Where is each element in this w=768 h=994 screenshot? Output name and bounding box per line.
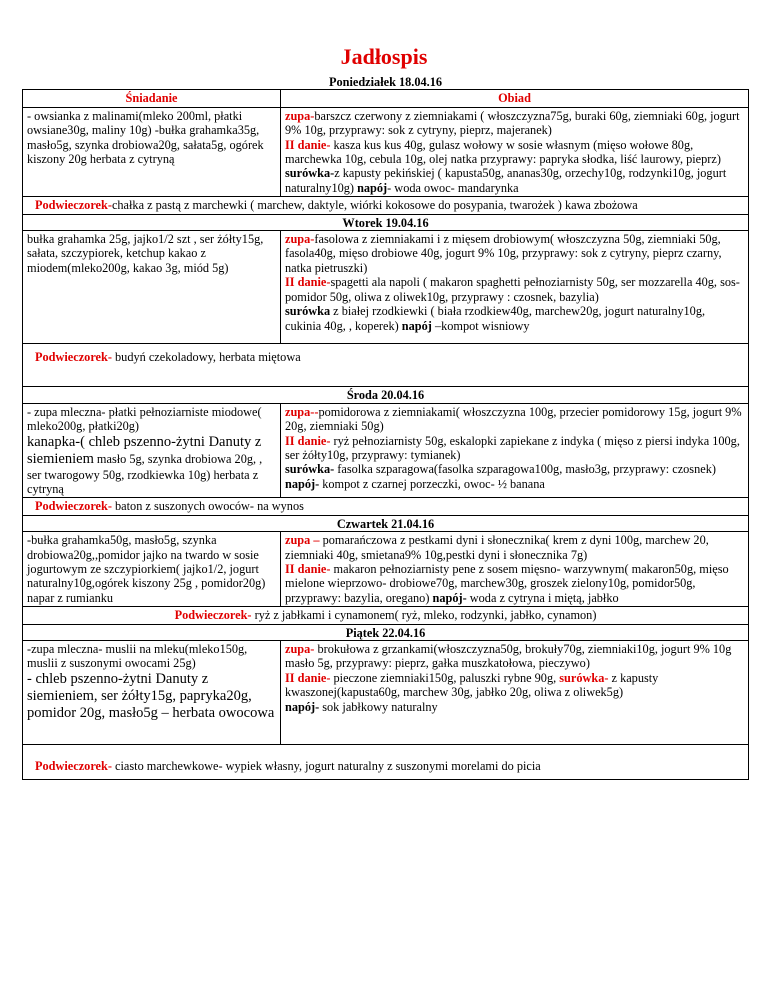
day-label-friday: Piątek 22.04.16 bbox=[23, 624, 749, 640]
snack-text: ciasto marchewkowe- wypiek własny, jogurt naturalny z suszonymi morelami do picia bbox=[115, 758, 541, 773]
snack-row-wednesday bbox=[23, 498, 749, 515]
page-title: Jadłospis bbox=[340, 44, 428, 69]
day-row-wednesday bbox=[23, 387, 749, 403]
breakfast-friday bbox=[23, 641, 281, 745]
snack-row-tuesday bbox=[23, 343, 749, 386]
soup-label: zupa – bbox=[285, 533, 320, 548]
salad-label: surówka- bbox=[285, 166, 335, 181]
second-course-label: II danie- bbox=[285, 433, 331, 448]
day-row-friday bbox=[23, 624, 749, 640]
breakfast-header: Śniadanie bbox=[23, 90, 281, 107]
day-label-wednesday: Środa 20.04.16 bbox=[23, 387, 749, 403]
soup-label: zupa- bbox=[285, 108, 315, 123]
salad-label: surówka- bbox=[559, 670, 612, 685]
soup-label: zupa-- bbox=[285, 404, 319, 419]
meal-row-friday bbox=[23, 641, 749, 745]
day-row-thursday bbox=[23, 515, 749, 531]
drink-text: sok jabłkowy naturalny bbox=[319, 699, 438, 714]
breakfast-wednesday bbox=[23, 403, 281, 498]
meal-row-wednesday bbox=[23, 403, 749, 498]
breakfast-part-1: - zupa mleczna- płatki pełnoziarniste miodowe( mleko200g, płatki20g) bbox=[27, 404, 262, 434]
drink-text: - woda owoc- mandarynka bbox=[387, 180, 519, 195]
soup-label: zupa- bbox=[285, 642, 315, 656]
salad-text: fasolka szparagowa(fasolka szparagowa100g, masło3g, przyprawy: czosnek) bbox=[334, 462, 716, 477]
dinner-friday bbox=[281, 641, 749, 745]
snack-label: Podwieczorek- bbox=[174, 608, 252, 623]
dinner-wednesday bbox=[281, 403, 749, 498]
breakfast-part-2: kanapka-( chleb pszenno-żytni Danuty z siemieniem bbox=[27, 433, 262, 467]
second-course-text: spagetti ala napoli ( makaron spaghetti pełnoziarnisty 50g, ser mozzarella 40g, sos- pomidor 50g, oliwa z oliwek10g, przyprawy : czosnek, bazylia) bbox=[285, 275, 740, 304]
drink-text: woda z cytryna i miętą, jabłko bbox=[466, 590, 619, 605]
snack-thursday bbox=[23, 607, 749, 624]
snack-wednesday bbox=[23, 498, 749, 515]
breakfast-monday: - owsianka z malinami(mleko 200ml, płatki owsiane30g, maliny 10g) -bułka grahamka35g, masło5g, szynka drobiowa20g, sałata5g, ogórek kiszony 20g herbata z cytryną bbox=[23, 107, 281, 196]
salad-label: surówka- bbox=[285, 462, 335, 477]
drink-text: –kompot wisniowy bbox=[431, 318, 530, 333]
meal-row-thursday bbox=[23, 532, 749, 607]
day-label-thursday: Czwartek 21.04.16 bbox=[23, 515, 749, 531]
snack-monday bbox=[23, 197, 749, 214]
snack-friday bbox=[23, 744, 749, 779]
day-label-tuesday: Wtorek 19.04.16 bbox=[23, 214, 749, 230]
menu-table bbox=[22, 74, 749, 780]
day-row-monday bbox=[23, 74, 749, 90]
soup-text: barszcz czerwony z ziemniakami ( włoszczyzna75g, buraki 60g, ziemniaki 60g, jogurt 9% 10g, przyprawy: sok z cytryny, pieprz, majeranek) bbox=[285, 108, 740, 138]
day-row-tuesday bbox=[23, 214, 749, 230]
drink-label: napój- bbox=[285, 699, 320, 714]
salad-text: z kapusty pekińskiej ( kapusta50g, ananas30g, orzechy10g, rodzynki10g, jogurt naturalny10g) bbox=[285, 166, 727, 195]
drink-label: napój bbox=[357, 180, 388, 195]
snack-tuesday bbox=[23, 343, 749, 386]
column-header-row bbox=[23, 90, 749, 107]
second-course-label: II danie- bbox=[285, 670, 331, 685]
soup-text: pomidorowa z ziemniakami( włoszczyzna 100g, przecier pomidorowy 15g, jogurt 9% 20g, ziemniaki 50g) bbox=[285, 404, 742, 434]
second-course-text: ryż pełnoziarnisty 50g, eskalopki zapiekane z indyka ( mięso z piersi indyka 100g, ser żółty10g, przyprawy: tymianek) bbox=[285, 433, 740, 462]
snack-row-thursday bbox=[23, 607, 749, 624]
soup-text: brokułowa z grzankami(włoszczyzna50g, brokuły70g, ziemniaki10g, jogurt 9% 10g masło 5g, przyprawy: pieprz, gałka muszkatołowa, pieczywo) bbox=[285, 642, 732, 671]
second-course-label: II danie- bbox=[285, 137, 331, 152]
snack-label: Podwieczorek- bbox=[35, 198, 112, 213]
snack-text: baton z suszonych owoców- na wynos bbox=[111, 499, 304, 514]
soup-text: fasolowa z ziemniakami i z mięsem drobiowym( włoszczyzna 50g, ziemniaki 50g, fasola40g, mięso drobiowe 40g, jogurt 9% 10g, przyprawy: sok z cytryny, pieprz czarny, natka pietruszki) bbox=[285, 232, 722, 275]
meal-row-monday bbox=[23, 107, 749, 196]
breakfast-part-3: masło 5g, szynka drobiowa 20g, , ser twarogowy 50g, rzodkiewka 10g) herbata z cytryną bbox=[27, 451, 263, 496]
breakfast-thursday: -bułka grahamka50g, masło5g, szynka drobiowa20g,,pomidor jajko na twardo w sosie jogurtowym ze szczypiorkiem( jajko1/2, jogurt naturalny10g,ogórek kiszony 25g , pomidor20g) napar z rumianku bbox=[23, 532, 281, 607]
dinner-monday bbox=[281, 107, 749, 196]
breakfast-tuesday: bułka grahamka 25g, jajko1/2 szt , ser żółty15g, sałata, szczypiorek, ketchup kakao z miodem(mleko200g, kakao 3g, miód 5g) bbox=[23, 231, 281, 344]
drink-label: napój- bbox=[432, 590, 467, 605]
second-course-text: makaron pełnoziarnisty pene z sosem mięsno- warzywnym( makaron50g, mięso mielone wieprzowo- drobiowe70g, marchew30g, groszek zielony10g, pomidor50g, przyprawy: bazylia, oregano) bbox=[285, 561, 729, 605]
second-course-text: pieczone ziemniaki150g, paluszki rybne 90g, bbox=[330, 670, 557, 685]
dinner-tuesday bbox=[281, 231, 749, 344]
dinner-thursday bbox=[281, 532, 749, 607]
drink-label: napój bbox=[401, 318, 432, 333]
snack-text: ryż z jabłkami i cynamonem( ryż, mleko, rodzynki, jabłko, cynamon) bbox=[251, 608, 597, 623]
snack-label: Podwieczorek- bbox=[35, 758, 116, 773]
snack-label: Podwieczorek- bbox=[35, 349, 116, 364]
snack-label: Podwieczorek- bbox=[35, 499, 112, 514]
second-course-label: II danie- bbox=[285, 275, 331, 290]
dinner-header: Obiad bbox=[281, 90, 749, 107]
drink-label: napój- bbox=[285, 476, 320, 491]
second-course-label: II danie- bbox=[285, 561, 331, 576]
soup-text: pomarańczowa z pestkami dyni i słonecznika( krem z dyni 100g, marchew 20, ziemniaki 40g, smietana9% 10g,pestki dyni i słonecznika 7g) bbox=[285, 533, 709, 562]
meal-row-tuesday bbox=[23, 231, 749, 344]
soup-label: zupa- bbox=[285, 232, 315, 247]
salad-text: z białej rzodkiewki ( biała rzodkiew40g, marchew20g, jogurt naturalny10g, cukinia 40g, , koperek) bbox=[285, 304, 706, 333]
snack-text: budyń czekoladowy, herbata miętowa bbox=[115, 349, 301, 364]
snack-row-monday bbox=[23, 197, 749, 214]
breakfast-part-1: -zupa mleczna- muslii na mleku(mleko150g, muslii z suszonymi owocami 25g) bbox=[27, 642, 248, 671]
breakfast-part-2: - chleb pszenno-żytni Danuty z siemieniem, ser żółty15g, papryka20g, pomidor 20g, masło5g – herbata owocowa bbox=[27, 670, 275, 721]
day-label-monday: Poniedziałek 18.04.16 bbox=[328, 75, 443, 89]
snack-text: chałka z pastą z marchewki ( marchew, daktyle, wiórki kokosowe do posypania, twarożek ) kawa zbożowa bbox=[111, 198, 638, 213]
salad-label: surówka bbox=[285, 304, 331, 319]
snack-row-friday bbox=[23, 744, 749, 779]
second-course-text: kasza kus kus 40g, gulasz wołowy w sosie własnym (mięso wołowe 80g, marchewka 10g, cebula 10g, olej natka przyprawy: papryka słodka, liść laurowy, pieprz) bbox=[285, 137, 721, 167]
drink-text: kompot z czarnej porzeczki, owoc- ½ banana bbox=[319, 476, 545, 491]
salad-text: z kapusty kwaszonej(kapusta60g, marchew 30g, jabłko 20g, oliwa z oliwek5g) bbox=[285, 670, 659, 700]
